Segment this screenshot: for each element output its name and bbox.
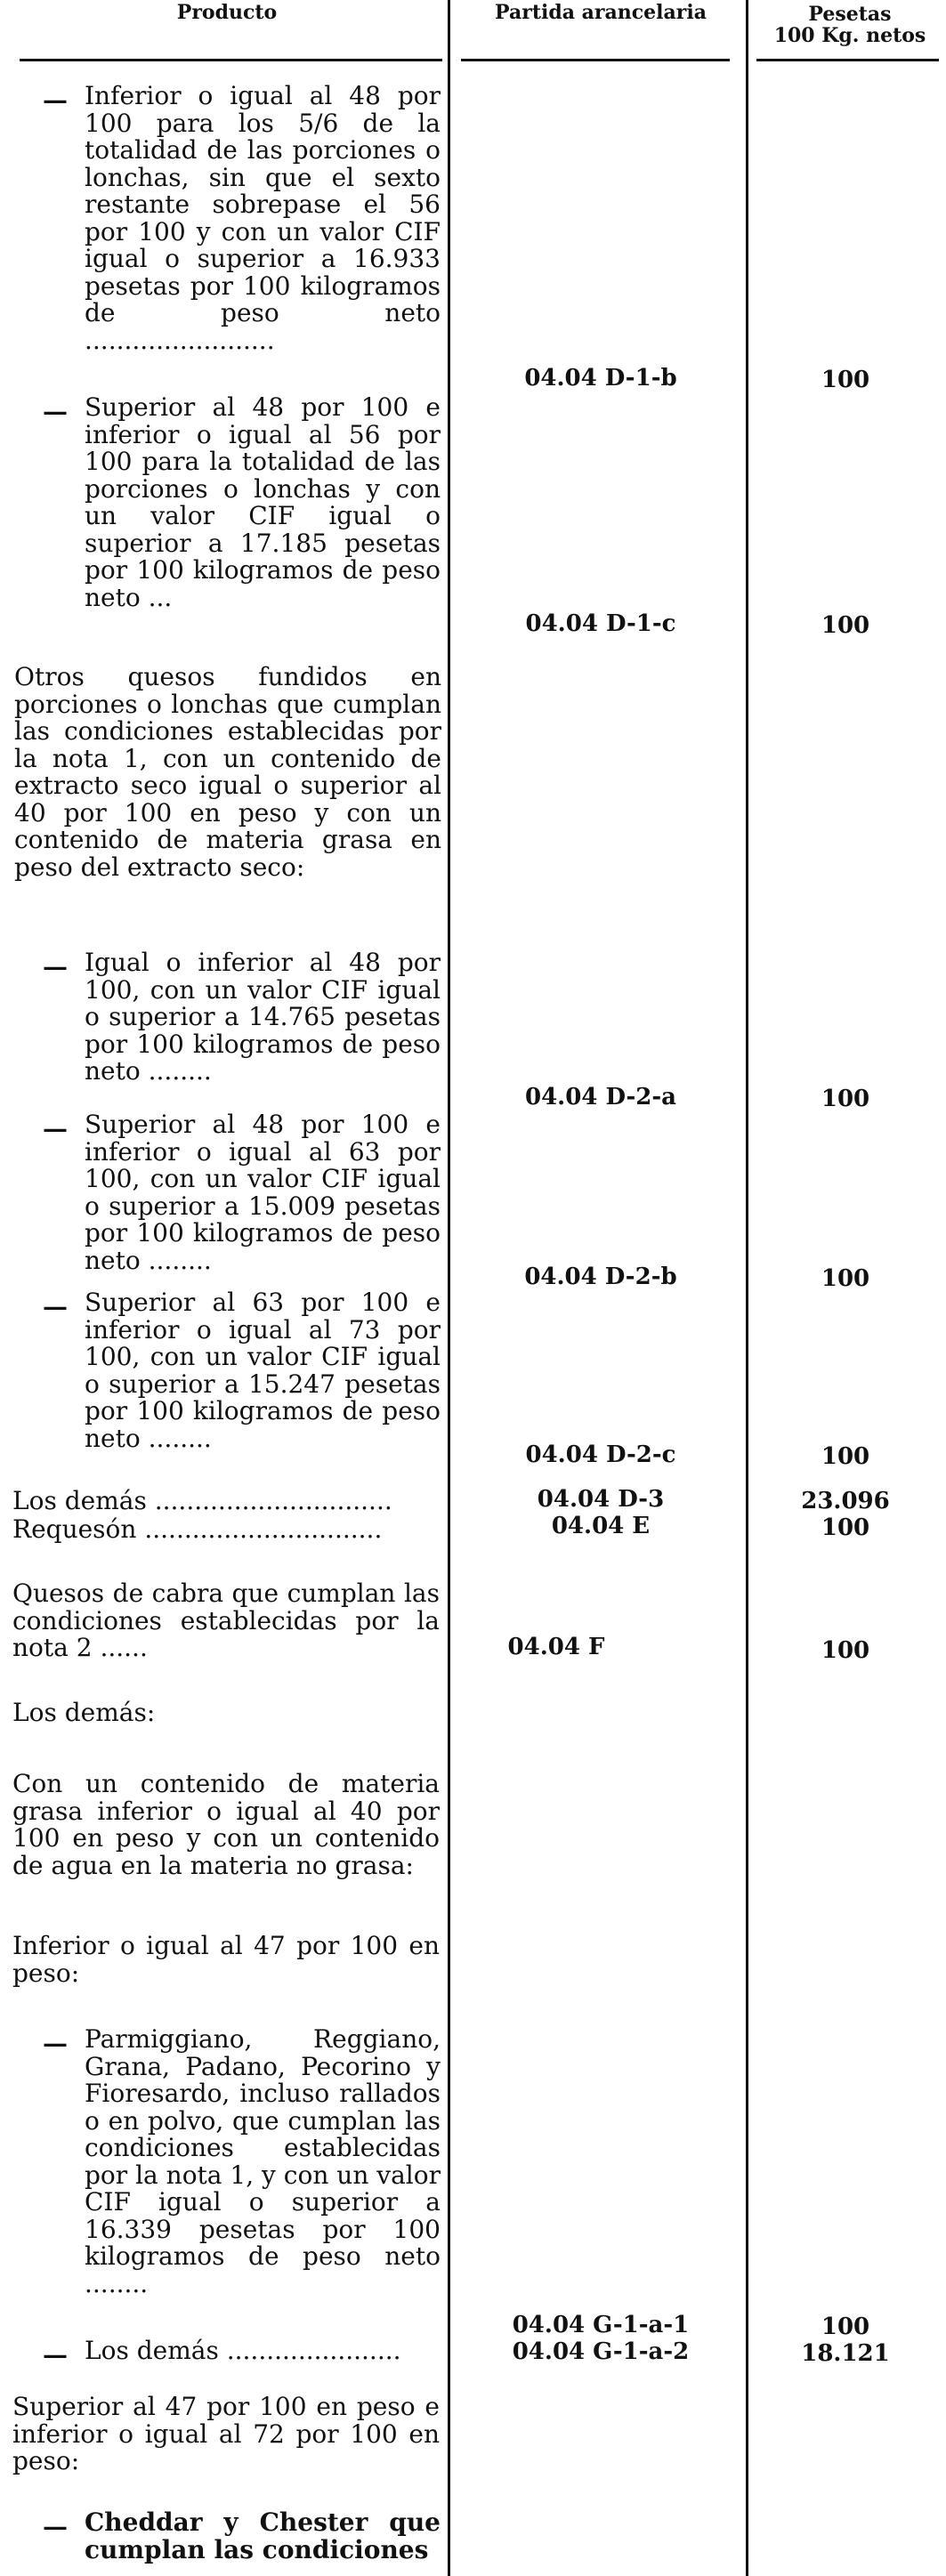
pesetas-value: 100 <box>821 2314 870 2340</box>
pesetas-value: 100 <box>821 367 870 393</box>
tariff-code: 04.04 D-2-c <box>525 1441 676 1468</box>
pesetas-value: 100 <box>821 1514 870 1541</box>
pesetas-value: 100 <box>821 1086 870 1112</box>
dash-marker: — <box>43 2340 68 2370</box>
dash-marker: — <box>43 2029 68 2058</box>
dash-marker: — <box>43 1292 68 1321</box>
product-description: Requesón .............................. <box>12 1516 383 1544</box>
tariff-code: 04.04 D-2-b <box>524 1264 677 1290</box>
tariff-code: 04.04 F <box>507 1634 605 1660</box>
product-description: Quesos de cabra que cumplan las condiciones establecidas por la nota 2 ...... <box>12 1579 440 1662</box>
header-pesetas-line2: 100 Kg. netos <box>773 24 926 47</box>
product-description: Con un contenido de materia grasa inferior o igual al 40 por 100 en peso y con un contenido de agua en la materia no grasa: <box>12 1769 440 1880</box>
tariff-code: 04.04 G-1-a-2 <box>512 2338 690 2365</box>
dash-marker: — <box>43 952 68 981</box>
header-rule-partida <box>461 59 730 61</box>
product-description: Parmiggiano, Reggiano, Grana, Padano, Pecorino y Fioresardo, incluso rallados o en polvo, que cumplan las condiciones establecidas por la nota 1, y con un valor CIF igual o superior a 16.339 pesetas por 100 kilogramos de peso neto ........ <box>85 2024 441 2298</box>
pesetas-value: 100 <box>821 1443 870 1470</box>
pesetas-value: 100 <box>821 1637 870 1664</box>
dash-marker: — <box>43 2512 68 2541</box>
dash-marker: — <box>43 1114 68 1143</box>
tariff-code: 04.04 D-1-c <box>525 610 676 637</box>
product-description: Otros quesos fundidos en porciones o lonchas que cumplan las condiciones establecidas por la nota 1, con un contenido de extracto seco igual o superior al 40 por 100 en peso y con un contenido de materia grasa en peso del extracto seco: <box>14 662 441 882</box>
product-description: Superior al 48 por 100 e inferior o igual al 63 por 100, con un valor CIF igual o superior a 15.009 pesetas por 100 kilogramos de peso neto ........ <box>85 1110 441 1275</box>
dash-marker: — <box>43 85 68 115</box>
header-partida-arancelaria: Partida arancelaria <box>495 1 707 24</box>
column-divider-2 <box>746 0 748 2576</box>
tariff-code: 04.04 D-1-b <box>524 365 677 392</box>
header-producto: Producto <box>176 1 278 24</box>
pesetas-value: 100 <box>821 1265 870 1292</box>
tariff-code: 04.04 G-1-a-1 <box>512 2312 690 2338</box>
product-description: Superior al 47 por 100 en peso e inferior o igual al 72 por 100 en peso: <box>12 2392 440 2475</box>
header-pesetas-line1: Pesetas <box>808 3 892 26</box>
column-divider-1 <box>448 0 450 2576</box>
pesetas-value: 100 <box>821 612 870 639</box>
header-rule-pesetas <box>756 59 939 61</box>
tariff-code: 04.04 D-3 <box>537 1486 665 1513</box>
product-description: Inferior o igual al 47 por 100 en peso: <box>12 1931 440 1988</box>
header-pesetas <box>756 4 943 46</box>
product-description: Los demás ...................... <box>85 2338 401 2365</box>
product-description: Cheddar y Chester que cumplan las condiciones <box>85 2507 441 2564</box>
tariff-code: 04.04 D-2-a <box>524 1084 676 1110</box>
tariff-code: 04.04 E <box>551 1513 651 1539</box>
pesetas-value: 23.096 <box>801 1488 890 1514</box>
dash-marker: — <box>43 397 68 426</box>
header-rule-producto <box>20 59 442 61</box>
product-description: Superior al 63 por 100 e inferior o igual al 73 por 100, con un valor CIF igual o superior a 15.247 pesetas por 100 kilogramos de peso neto ........ <box>85 1288 441 1453</box>
product-description: Los demás .............................. <box>12 1488 392 1515</box>
product-description: Superior al 48 por 100 e inferior o igual al 56 por 100 para la totalidad de las porciones o lonchas y con un valor CIF igual o superior a 17.185 pesetas por 100 kilogramos de peso neto ... <box>85 392 441 612</box>
product-description: Inferior o igual al 48 por 100 para los 5/6 de la totalidad de las porciones o lonchas, sin que el sexto restante sobrepase el 56 por 100 y con un valor CIF igual o superior a 16.933 pesetas por 100 kilogramos de peso neto ........................ <box>85 81 441 355</box>
product-description: Igual o inferior al 48 por 100, con un valor CIF igual o superior a 14.765 pesetas por 100 kilogramos de peso neto ........ <box>85 948 441 1086</box>
pesetas-value: 18.121 <box>801 2340 890 2367</box>
product-description: Los demás: <box>12 1698 156 1727</box>
